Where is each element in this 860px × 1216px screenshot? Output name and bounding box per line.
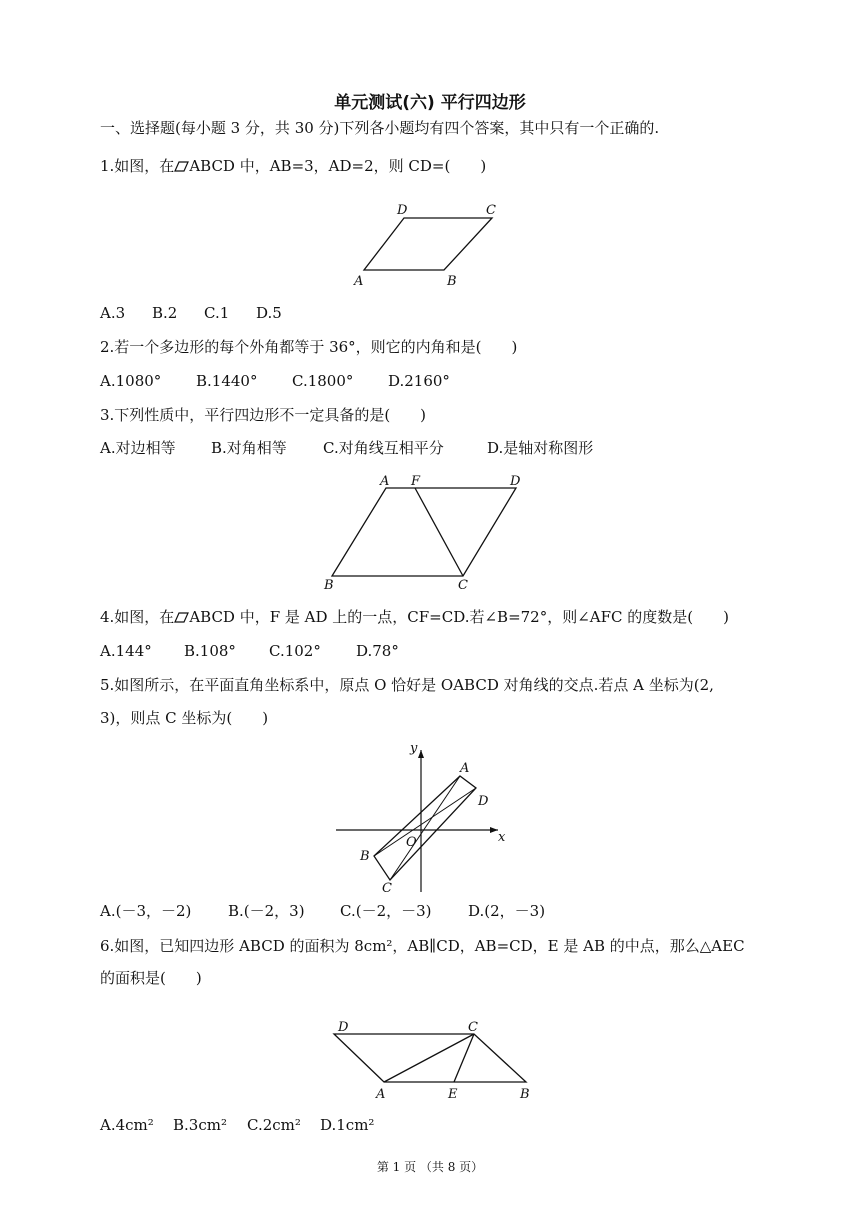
label-a: A (460, 761, 470, 776)
q4-option-b: B.108° (184, 642, 236, 660)
q2-option-a: A.1080° (100, 372, 162, 390)
q3-option-d: D.是轴对称图形 (487, 439, 594, 457)
q4-options (100, 640, 399, 662)
label-c: C (486, 203, 496, 218)
q4-option-c: C.102° (269, 642, 321, 660)
q5-option-b: B.(－2，3) (228, 902, 305, 920)
question-2: 2.若一个多边形的每个外角都等于 36°，则它的内角和是( ) (100, 338, 518, 356)
parallelogram-icon (174, 161, 189, 172)
q2-option-d: D.2160° (388, 372, 450, 390)
label-b: B (447, 274, 457, 289)
question-3: 3.下列性质中，平行四边形不一定具备的是( ) (100, 406, 427, 424)
label-b: B (520, 1087, 530, 1102)
q4-option-a: A.144° (100, 642, 152, 660)
label-d: D (478, 794, 489, 809)
label-x: x (498, 830, 506, 845)
label-c: C (382, 881, 392, 894)
label-b: B (324, 578, 334, 593)
q6-option-c: C.2cm² (247, 1116, 301, 1134)
q1-option-c: C.1 (204, 304, 230, 322)
question-4-pre: 4.如图，在 (100, 608, 175, 626)
label-d: D (338, 1020, 349, 1035)
q2-option-c: C.1800° (292, 372, 354, 390)
q6-option-d: D.1cm² (320, 1116, 375, 1134)
q6-option-a: A.4cm² (100, 1116, 154, 1134)
label-d: D (510, 474, 521, 489)
question-1 (100, 155, 780, 177)
question-4 (100, 606, 780, 628)
q1-option-a: A.3 (100, 304, 126, 322)
question-4-post: ABCD 中，F 是 AD 上的一点，CF=CD.若∠B=72°，则∠AFC 的度数是( ) (189, 608, 729, 626)
q5-option-c: C.(－2，－3) (340, 902, 432, 920)
question-1-post: ABCD 中，AB=3，AD=2，则 CD=( ) (189, 157, 487, 175)
label-a: A (354, 274, 364, 289)
figure-q1-parallelogram (340, 196, 510, 292)
q3-option-a: A.对边相等 (100, 439, 176, 457)
q1-option-d: D.5 (256, 304, 282, 322)
q3-option-b: B.对角相等 (211, 439, 287, 457)
figure-q5-coordinate-plane (330, 738, 520, 894)
question-6-line-1: 6.如图，已知四边形 ABCD 的面积为 8cm²，AB∥CD，AB=CD，E 是 AB 的中点，那么△AEC (100, 937, 745, 955)
question-5-line-1: 5.如图所示，在平面直角坐标系中，原点 O 恰好是 OABCD 对角线的交点.若点 A 坐标为(2, (100, 676, 714, 694)
page-footer: 第 1 页 （共 8 页） (376, 1160, 484, 1174)
parallelogram-icon (174, 612, 189, 623)
q5-option-a: A.(－3，－2) (100, 902, 192, 920)
q1-option-b: B.2 (152, 304, 178, 322)
q6-options (100, 1114, 374, 1136)
question-6-line-2: 的面积是( ) (100, 969, 202, 987)
figure-q4-parallelogram (318, 470, 528, 594)
section-heading: 一、选择题(每小题 3 分，共 30 分)下列各小题均有四个答案，其中只有一个正确的. (100, 119, 660, 137)
q5-options (100, 900, 545, 922)
label-c: C (468, 1020, 478, 1035)
q2-option-b: B.1440° (196, 372, 258, 390)
label-d: D (397, 203, 408, 218)
label-f: F (411, 474, 421, 489)
figure-q6-quadrilateral (326, 1014, 540, 1102)
label-b: B (360, 849, 370, 864)
question-1-pre: 1.如图，在 (100, 157, 175, 175)
q3-options (100, 437, 593, 459)
label-y: y (410, 741, 418, 756)
q6-option-b: B.3cm² (173, 1116, 227, 1134)
q1-options (100, 302, 282, 324)
label-a: A (380, 474, 390, 489)
label-o: O (406, 835, 417, 850)
label-a: A (376, 1087, 386, 1102)
question-5-line-2: 3)，则点 C 坐标为( ) (100, 709, 269, 727)
label-e: E (448, 1087, 458, 1102)
label-c: C (458, 578, 468, 593)
q4-option-d: D.78° (356, 642, 399, 660)
q2-options (100, 370, 450, 392)
page-title: 单元测试(六) 平行四边形 (334, 93, 526, 113)
q3-option-c: C.对角线互相平分 (323, 439, 444, 457)
q5-option-d: D.(2，－3) (468, 902, 546, 920)
